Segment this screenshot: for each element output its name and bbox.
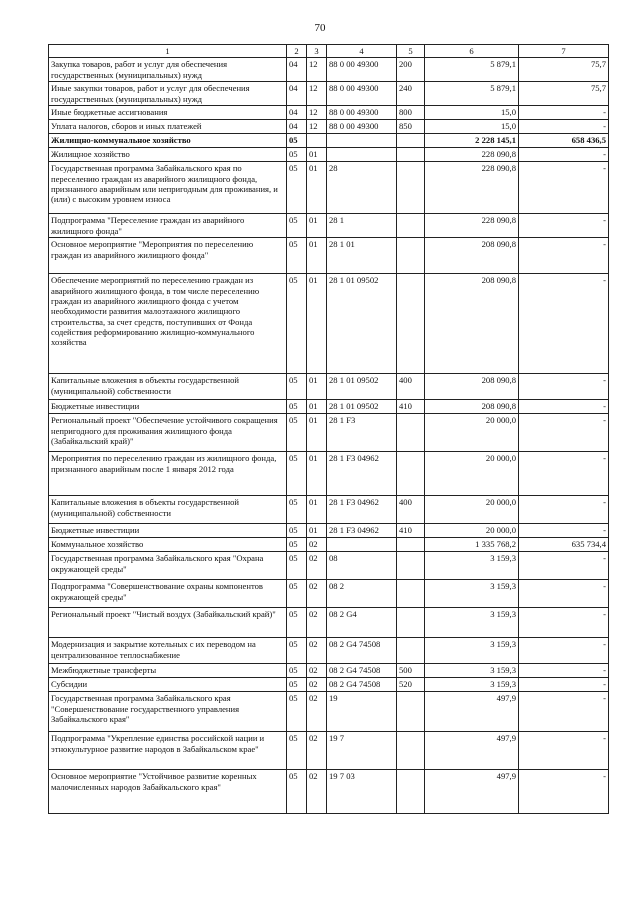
row-target-article: 08 2 G4 74508: [327, 678, 397, 692]
row-subsection: 01: [307, 400, 327, 414]
row-target-article: 28 1 F3 04962: [327, 524, 397, 538]
row-section: 05: [287, 452, 307, 496]
row-amount: 15,0: [425, 120, 519, 134]
table-row: [49, 638, 609, 664]
row-name: Капитальные вложения в объекты государственной (муниципальной) собственности: [49, 496, 287, 524]
row-subsection: 02: [307, 732, 327, 770]
row-section: 05: [287, 770, 307, 814]
row-target-article: 19 7 03: [327, 770, 397, 814]
row-subsection: 02: [307, 608, 327, 638]
row-amount: 497,9: [425, 692, 519, 732]
row-amount: 3 159,3: [425, 580, 519, 608]
row-name: Подпрограмма "Переселение граждан из аварийного жилищного фонда": [49, 214, 287, 238]
row-name: Межбюджетные трансферты: [49, 664, 287, 678]
page-number: 70: [314, 22, 326, 34]
table-row: [49, 580, 609, 608]
header-row: [49, 45, 609, 58]
row-subsection: 12: [307, 106, 327, 120]
row-target-article: 28 1 01 09502: [327, 374, 397, 400]
row-amount: 208 090,8: [425, 238, 519, 274]
row-amount-subvention: -: [519, 580, 609, 608]
row-name: Государственная программа Забайкальского края "Охрана окружающей среды": [49, 552, 287, 580]
row-name: Жилищное хозяйство: [49, 148, 287, 162]
row-expense-type: 410: [397, 400, 425, 414]
row-target-article: 88 0 00 49300: [327, 58, 397, 82]
row-expense-type: [397, 274, 425, 374]
row-amount: 2 228 145,1: [425, 134, 519, 148]
row-amount-subvention: -: [519, 120, 609, 134]
row-subsection: 12: [307, 82, 327, 106]
row-amount: 5 879,1: [425, 58, 519, 82]
row-expense-type: 240: [397, 82, 425, 106]
row-section: 05: [287, 538, 307, 552]
row-expense-type: [397, 692, 425, 732]
row-amount: 3 159,3: [425, 678, 519, 692]
row-name: Модернизация и закрытие котельных с их переводом на централизованное теплоснабжение: [49, 638, 287, 664]
row-target-article: 88 0 00 49300: [327, 120, 397, 134]
table-row: [49, 496, 609, 524]
row-name: Уплата налогов, сборов и иных платежей: [49, 120, 287, 134]
row-name: Закупка товаров, работ и услуг для обеспечения государственных (муниципальных) нужд: [49, 58, 287, 82]
row-name: Коммунальное хозяйство: [49, 538, 287, 552]
table-row: [49, 732, 609, 770]
row-subsection: 02: [307, 678, 327, 692]
table-row: [49, 120, 609, 134]
row-subsection: 02: [307, 638, 327, 664]
row-amount: 20 000,0: [425, 414, 519, 452]
row-amount-subvention: -: [519, 664, 609, 678]
table-row: [49, 162, 609, 214]
row-expense-type: [397, 452, 425, 496]
row-expense-type: [397, 238, 425, 274]
column-header: 3: [307, 45, 327, 58]
row-section: 05: [287, 148, 307, 162]
row-expense-type: [397, 538, 425, 552]
row-subsection: 12: [307, 120, 327, 134]
row-amount: 3 159,3: [425, 552, 519, 580]
row-section: 05: [287, 580, 307, 608]
row-target-article: [327, 148, 397, 162]
row-expense-type: [397, 770, 425, 814]
table-row: [49, 400, 609, 414]
column-header: 6: [425, 45, 519, 58]
row-amount-subvention: -: [519, 214, 609, 238]
row-subsection: 02: [307, 692, 327, 732]
row-section: 05: [287, 374, 307, 400]
table-row: [49, 678, 609, 692]
row-section: 05: [287, 274, 307, 374]
column-header: 4: [327, 45, 397, 58]
row-target-article: 28 1 F3 04962: [327, 452, 397, 496]
row-name: Основное мероприятие "Мероприятия по переселению граждан из аварийного жилищного фонда": [49, 238, 287, 274]
row-section: 05: [287, 552, 307, 580]
row-section: 05: [287, 162, 307, 214]
row-expense-type: 400: [397, 496, 425, 524]
row-section: 04: [287, 82, 307, 106]
row-target-article: 19: [327, 692, 397, 732]
table-row: [49, 770, 609, 814]
row-amount-subvention: -: [519, 274, 609, 374]
row-expense-type: 410: [397, 524, 425, 538]
row-amount-subvention: -: [519, 770, 609, 814]
row-name: Капитальные вложения в объекты государственной (муниципальной) собственности: [49, 374, 287, 400]
row-target-article: 88 0 00 49300: [327, 106, 397, 120]
row-amount-subvention: 75,7: [519, 82, 609, 106]
row-subsection: 02: [307, 664, 327, 678]
table-row: [49, 274, 609, 374]
row-target-article: [327, 134, 397, 148]
row-section: 05: [287, 664, 307, 678]
table-row: [49, 58, 609, 82]
row-amount: 5 879,1: [425, 82, 519, 106]
row-section: 05: [287, 214, 307, 238]
table-row: [49, 524, 609, 538]
row-expense-type: [397, 214, 425, 238]
row-amount: 15,0: [425, 106, 519, 120]
table-row: [49, 238, 609, 274]
row-name: Мероприятия по переселению граждан из жилищного фонда, признанного аварийным после 1 января 2012 года: [49, 452, 287, 496]
row-expense-type: [397, 732, 425, 770]
row-amount: 497,9: [425, 770, 519, 814]
row-expense-type: [397, 552, 425, 580]
row-amount: 20 000,0: [425, 452, 519, 496]
row-subsection: 01: [307, 238, 327, 274]
row-target-article: 08 2 G4 74508: [327, 638, 397, 664]
row-section: 05: [287, 238, 307, 274]
column-header: 7: [519, 45, 609, 58]
row-name: Основное мероприятие "Устойчивое развитие коренных малочисленных народов Забайкальского края": [49, 770, 287, 814]
row-name: Государственная программа Забайкальского края по переселению граждан из аварийного жилищного фонда, признанного аварийным или непригодным для проживания, и (или) с высоким уровнем износа: [49, 162, 287, 214]
row-subsection: 02: [307, 770, 327, 814]
row-section: 05: [287, 134, 307, 148]
row-section: 05: [287, 414, 307, 452]
row-section: 04: [287, 106, 307, 120]
row-expense-type: [397, 414, 425, 452]
column-header: 5: [397, 45, 425, 58]
row-expense-type: [397, 134, 425, 148]
table-row: [49, 664, 609, 678]
row-name: Государственная программа Забайкальского края "Совершенствование государственного управления Забайкальского края": [49, 692, 287, 732]
row-name: Региональный проект "Обеспечение устойчивого сокращения непригодного для проживания жилищного фонда (Забайкальский край)": [49, 414, 287, 452]
row-target-article: 28: [327, 162, 397, 214]
row-amount-subvention: -: [519, 106, 609, 120]
row-section: 04: [287, 58, 307, 82]
row-target-article: 19 7: [327, 732, 397, 770]
row-section: 05: [287, 678, 307, 692]
row-amount: 208 090,8: [425, 274, 519, 374]
row-expense-type: [397, 148, 425, 162]
row-subsection: 01: [307, 496, 327, 524]
row-section: 05: [287, 732, 307, 770]
row-amount-subvention: -: [519, 148, 609, 162]
table-row: [49, 538, 609, 552]
row-target-article: 88 0 00 49300: [327, 82, 397, 106]
row-subsection: 02: [307, 580, 327, 608]
row-name: Иные закупки товаров, работ и услуг для обеспечения государственных (муниципальных) нужд: [49, 82, 287, 106]
row-amount: 228 090,8: [425, 162, 519, 214]
row-target-article: 08: [327, 552, 397, 580]
row-target-article: 28 1 01 09502: [327, 274, 397, 374]
row-subsection: 01: [307, 524, 327, 538]
row-target-article: 08 2 G4: [327, 608, 397, 638]
row-subsection: 01: [307, 414, 327, 452]
row-amount: 228 090,8: [425, 148, 519, 162]
row-section: 05: [287, 524, 307, 538]
row-subsection: 01: [307, 452, 327, 496]
row-expense-type: 400: [397, 374, 425, 400]
row-amount-subvention: 635 734,4: [519, 538, 609, 552]
row-expense-type: [397, 580, 425, 608]
row-amount-subvention: -: [519, 496, 609, 524]
row-amount: 3 159,3: [425, 664, 519, 678]
row-name: Подпрограмма "Совершенствование охраны компонентов окружающей среды": [49, 580, 287, 608]
table-row: [49, 552, 609, 580]
row-amount: 1 335 768,2: [425, 538, 519, 552]
table-row: [49, 692, 609, 732]
row-subsection: [307, 134, 327, 148]
row-amount: 20 000,0: [425, 496, 519, 524]
row-amount-subvention: 658 436,5: [519, 134, 609, 148]
row-target-article: [327, 538, 397, 552]
row-subsection: 01: [307, 374, 327, 400]
row-subsection: 12: [307, 58, 327, 82]
row-name: Подпрограмма "Укрепление единства российской нации и этнокультурное развитие народов в Забайкальском крае": [49, 732, 287, 770]
row-amount-subvention: -: [519, 162, 609, 214]
row-amount-subvention: -: [519, 692, 609, 732]
row-target-article: 28 1: [327, 214, 397, 238]
table-row: [49, 148, 609, 162]
row-name: Бюджетные инвестиции: [49, 400, 287, 414]
row-name: Региональный проект "Чистый воздух (Забайкальский край)": [49, 608, 287, 638]
row-name: Субсидии: [49, 678, 287, 692]
row-expense-type: [397, 638, 425, 664]
row-expense-type: [397, 162, 425, 214]
row-expense-type: 850: [397, 120, 425, 134]
row-amount-subvention: -: [519, 238, 609, 274]
row-name: Бюджетные инвестиции: [49, 524, 287, 538]
row-section: 05: [287, 496, 307, 524]
row-amount: 208 090,8: [425, 400, 519, 414]
budget-table: [48, 44, 609, 814]
row-amount-subvention: -: [519, 552, 609, 580]
row-amount-subvention: -: [519, 414, 609, 452]
row-amount: 497,9: [425, 732, 519, 770]
row-target-article: 08 2 G4 74508: [327, 664, 397, 678]
table-row: [49, 82, 609, 106]
table-row: [49, 452, 609, 496]
row-section: 05: [287, 692, 307, 732]
table-row: [49, 608, 609, 638]
row-section: 04: [287, 120, 307, 134]
row-target-article: 28 1 01: [327, 238, 397, 274]
row-amount: 3 159,3: [425, 608, 519, 638]
row-section: 05: [287, 400, 307, 414]
table-row: [49, 374, 609, 400]
row-amount-subvention: -: [519, 608, 609, 638]
row-amount: 208 090,8: [425, 374, 519, 400]
row-target-article: 08 2: [327, 580, 397, 608]
row-subsection: 01: [307, 148, 327, 162]
row-amount-subvention: -: [519, 524, 609, 538]
row-subsection: 01: [307, 214, 327, 238]
row-subsection: 02: [307, 552, 327, 580]
row-amount-subvention: -: [519, 732, 609, 770]
table-row: [49, 106, 609, 120]
table-row: [49, 214, 609, 238]
row-amount: 3 159,3: [425, 638, 519, 664]
column-header: 2: [287, 45, 307, 58]
row-target-article: 28 1 F3: [327, 414, 397, 452]
row-subsection: 01: [307, 162, 327, 214]
row-subsection: 01: [307, 274, 327, 374]
row-expense-type: 520: [397, 678, 425, 692]
row-name: Обеспечение мероприятий по переселению граждан из аварийного жилищного фонда, в том числе переселению граждан из аварийного жилищного фонда с учетом необходимости развития малоэтажного жилищного строительства, за счет средств, поступивших от Фонда содействия реформированию жилищно-коммунального хозяйства: [49, 274, 287, 374]
row-expense-type: 800: [397, 106, 425, 120]
row-amount-subvention: -: [519, 374, 609, 400]
row-amount-subvention: 75,7: [519, 58, 609, 82]
row-amount: 228 090,8: [425, 214, 519, 238]
row-name: Жилищно-коммунальное хозяйство: [49, 134, 287, 148]
row-amount: 20 000,0: [425, 524, 519, 538]
row-amount-subvention: -: [519, 638, 609, 664]
table-row: [49, 134, 609, 148]
row-target-article: 28 1 F3 04962: [327, 496, 397, 524]
row-expense-type: [397, 608, 425, 638]
row-target-article: 28 1 01 09502: [327, 400, 397, 414]
table-row: [49, 414, 609, 452]
row-section: 05: [287, 638, 307, 664]
row-name: Иные бюджетные ассигнования: [49, 106, 287, 120]
row-amount-subvention: -: [519, 452, 609, 496]
row-section: 05: [287, 608, 307, 638]
column-header: 1: [49, 45, 287, 58]
row-expense-type: 500: [397, 664, 425, 678]
row-amount-subvention: -: [519, 678, 609, 692]
row-amount-subvention: -: [519, 400, 609, 414]
row-expense-type: 200: [397, 58, 425, 82]
row-subsection: 02: [307, 538, 327, 552]
